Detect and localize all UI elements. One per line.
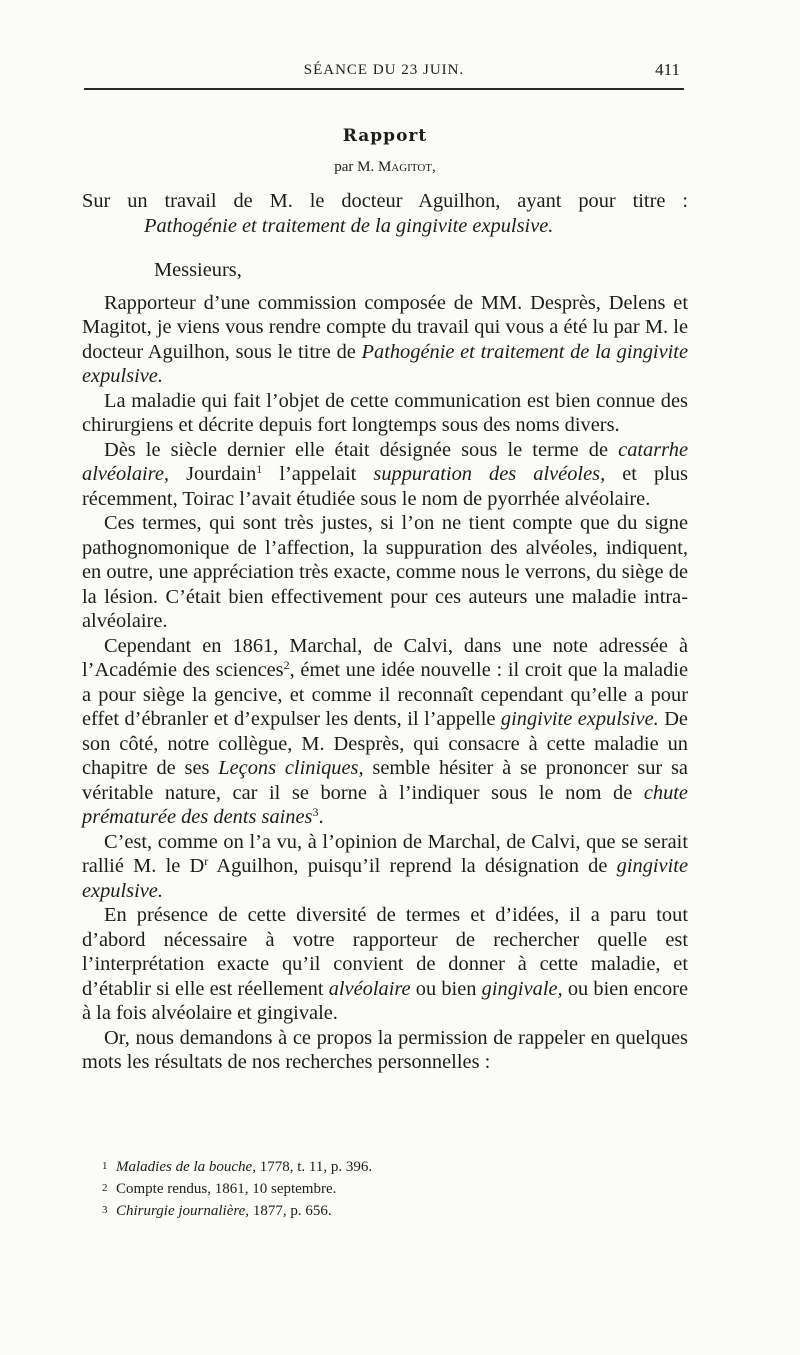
section-title: Rapport xyxy=(342,126,428,146)
paragraph-5 xyxy=(82,634,688,830)
text-run: Cependant en 1861, Marchal, de Calvi, dans une note adressée à l’Académie des sciences xyxy=(82,634,688,681)
paragraph-4 xyxy=(82,511,688,634)
footnote-ref: 3 xyxy=(312,805,319,819)
paragraph-1 xyxy=(82,291,688,389)
footnote-mark: 3 xyxy=(102,1204,108,1216)
paragraph-7 xyxy=(82,903,688,1026)
footnote-3 xyxy=(102,1200,662,1222)
superscript: r xyxy=(204,854,209,868)
italic-term: chute prématurée des dents saines xyxy=(82,781,688,828)
text-run: Ces termes, qui sont très justes, si l’on ne tient compte que du signe pathognomonique de l’affection, la suppuration des alvéoles, indiquent, en outre, une appréciation très exacte, comme nous le verrons, du siège de la lésion. C’était bien effectivement pour ces auteurs une maladie intra-alvéolaire. xyxy=(82,512,688,632)
text-run: C’est, comme on l’a vu, à l’opinion de Marchal, de Calvi, que se serait rallié M. le D xyxy=(82,830,688,877)
italic-title: Leçons cliniques, xyxy=(218,757,364,779)
footnotes xyxy=(102,1156,662,1222)
salutation: Messieurs, xyxy=(154,259,242,281)
paragraph-2 xyxy=(82,389,688,438)
footnote-mark: 1 xyxy=(102,1160,108,1172)
italic-term: catarrhe alvéolaire, xyxy=(82,438,688,485)
text-run: Rapporteur d’une commission composée de MM. Desprès, Delens et Magitot, je viens vous rendre compte du travail qui vous a été lu par M. le docteur Aguilhon, sous le titre de xyxy=(82,291,688,363)
footnote-title: Maladies de la bouche, xyxy=(116,1159,256,1175)
footnote-2 xyxy=(102,1178,662,1200)
text-run: ou bien encore à la fois alvéolaire et gingivale. xyxy=(82,977,689,1024)
work-title: Pathogénie et traitement de la gingivite expulsive. xyxy=(144,214,554,237)
page-number: 411 xyxy=(655,60,680,79)
text-run: , émet une idée nouvelle : il croit que la maladie a pour siège la gencive, et comme il reconnaît cependant qu’elle a pour effet d’ébranler et d’expulser les dents, il l’appelle xyxy=(82,659,688,730)
text-run: De son côté, notre collègue, M. Desprès, qui consacre à cette maladie un chapitre de ses xyxy=(82,708,688,779)
text-run: En présence de cette diversité de termes et d’idées, il a paru tout d’abord nécessaire à votre rapporteur de rechercher quelle est l’interprétation exacte qu’il convient de donner à cette maladie, et d’établir si elle est réellement xyxy=(82,904,688,1000)
text-run: La maladie qui fait l’objet de cette communication est bien connue des chirurgiens et décrite depuis fort longtemps sous des noms divers. xyxy=(82,389,688,436)
italic-term: suppuration des alvéoles, xyxy=(373,463,606,485)
footnote-1 xyxy=(102,1156,662,1178)
text-run: Dès le siècle dernier elle était désignée sous le terme de xyxy=(104,438,619,461)
byline xyxy=(82,155,688,180)
text-run: Jourdain xyxy=(169,463,257,485)
text-run: l’appelait xyxy=(262,463,374,485)
text-run: Or, nous demandons à ce propos la permission de rappeler en quelques mots les résultats de nos recherches personnelles : xyxy=(82,1026,688,1073)
running-title: SÉANCE DU 23 JUIN. xyxy=(303,62,465,78)
footnote-text: 1877, p. 656. xyxy=(249,1203,332,1219)
paragraph-3 xyxy=(82,438,688,512)
footnote-mark: 2 xyxy=(102,1182,108,1194)
footnote-title: Chirurgie journalière, xyxy=(116,1203,250,1219)
text-run: semble hésiter à se prononcer sur sa véritable nature, car il se borne à l’indiquer sous le nom de xyxy=(82,757,688,804)
italic-term: gingivite expulsive. xyxy=(82,855,688,902)
byline-prefix: par M. xyxy=(334,158,375,175)
italic-term: gingivale, xyxy=(481,977,563,1000)
body-text xyxy=(82,124,688,1075)
paragraph-6 xyxy=(82,830,688,904)
footnote-ref: 1 xyxy=(256,462,263,476)
italic-term: alvéolaire xyxy=(328,977,411,1000)
text-run: Aguilhon, puisqu’il reprend la désignation de xyxy=(208,855,617,877)
italic-term: gingivite expulsive. xyxy=(500,708,659,730)
subject-line: Sur un travail de M. le docteur Aguilhon, ayant pour titre : xyxy=(82,190,688,212)
footnote-text: Compte rendus, 1861, 10 septembre. xyxy=(116,1181,337,1197)
author-name: Magitot, xyxy=(377,158,436,175)
footnote-ref: 2 xyxy=(283,658,290,672)
italic-title: Pathogénie et traitement de la gingivite expulsive. xyxy=(82,340,688,387)
running-head xyxy=(84,60,684,90)
text-run: . xyxy=(318,806,324,828)
footnote-text: 1778, t. 11, p. 396. xyxy=(255,1159,373,1175)
report-subject xyxy=(82,189,688,238)
text-run: ou bien xyxy=(410,977,482,1000)
paragraph-8 xyxy=(82,1026,688,1075)
text-run: et plus récemment, Toirac l’avait étudiée sous le nom de pyorrhée alvéolaire. xyxy=(82,463,688,510)
